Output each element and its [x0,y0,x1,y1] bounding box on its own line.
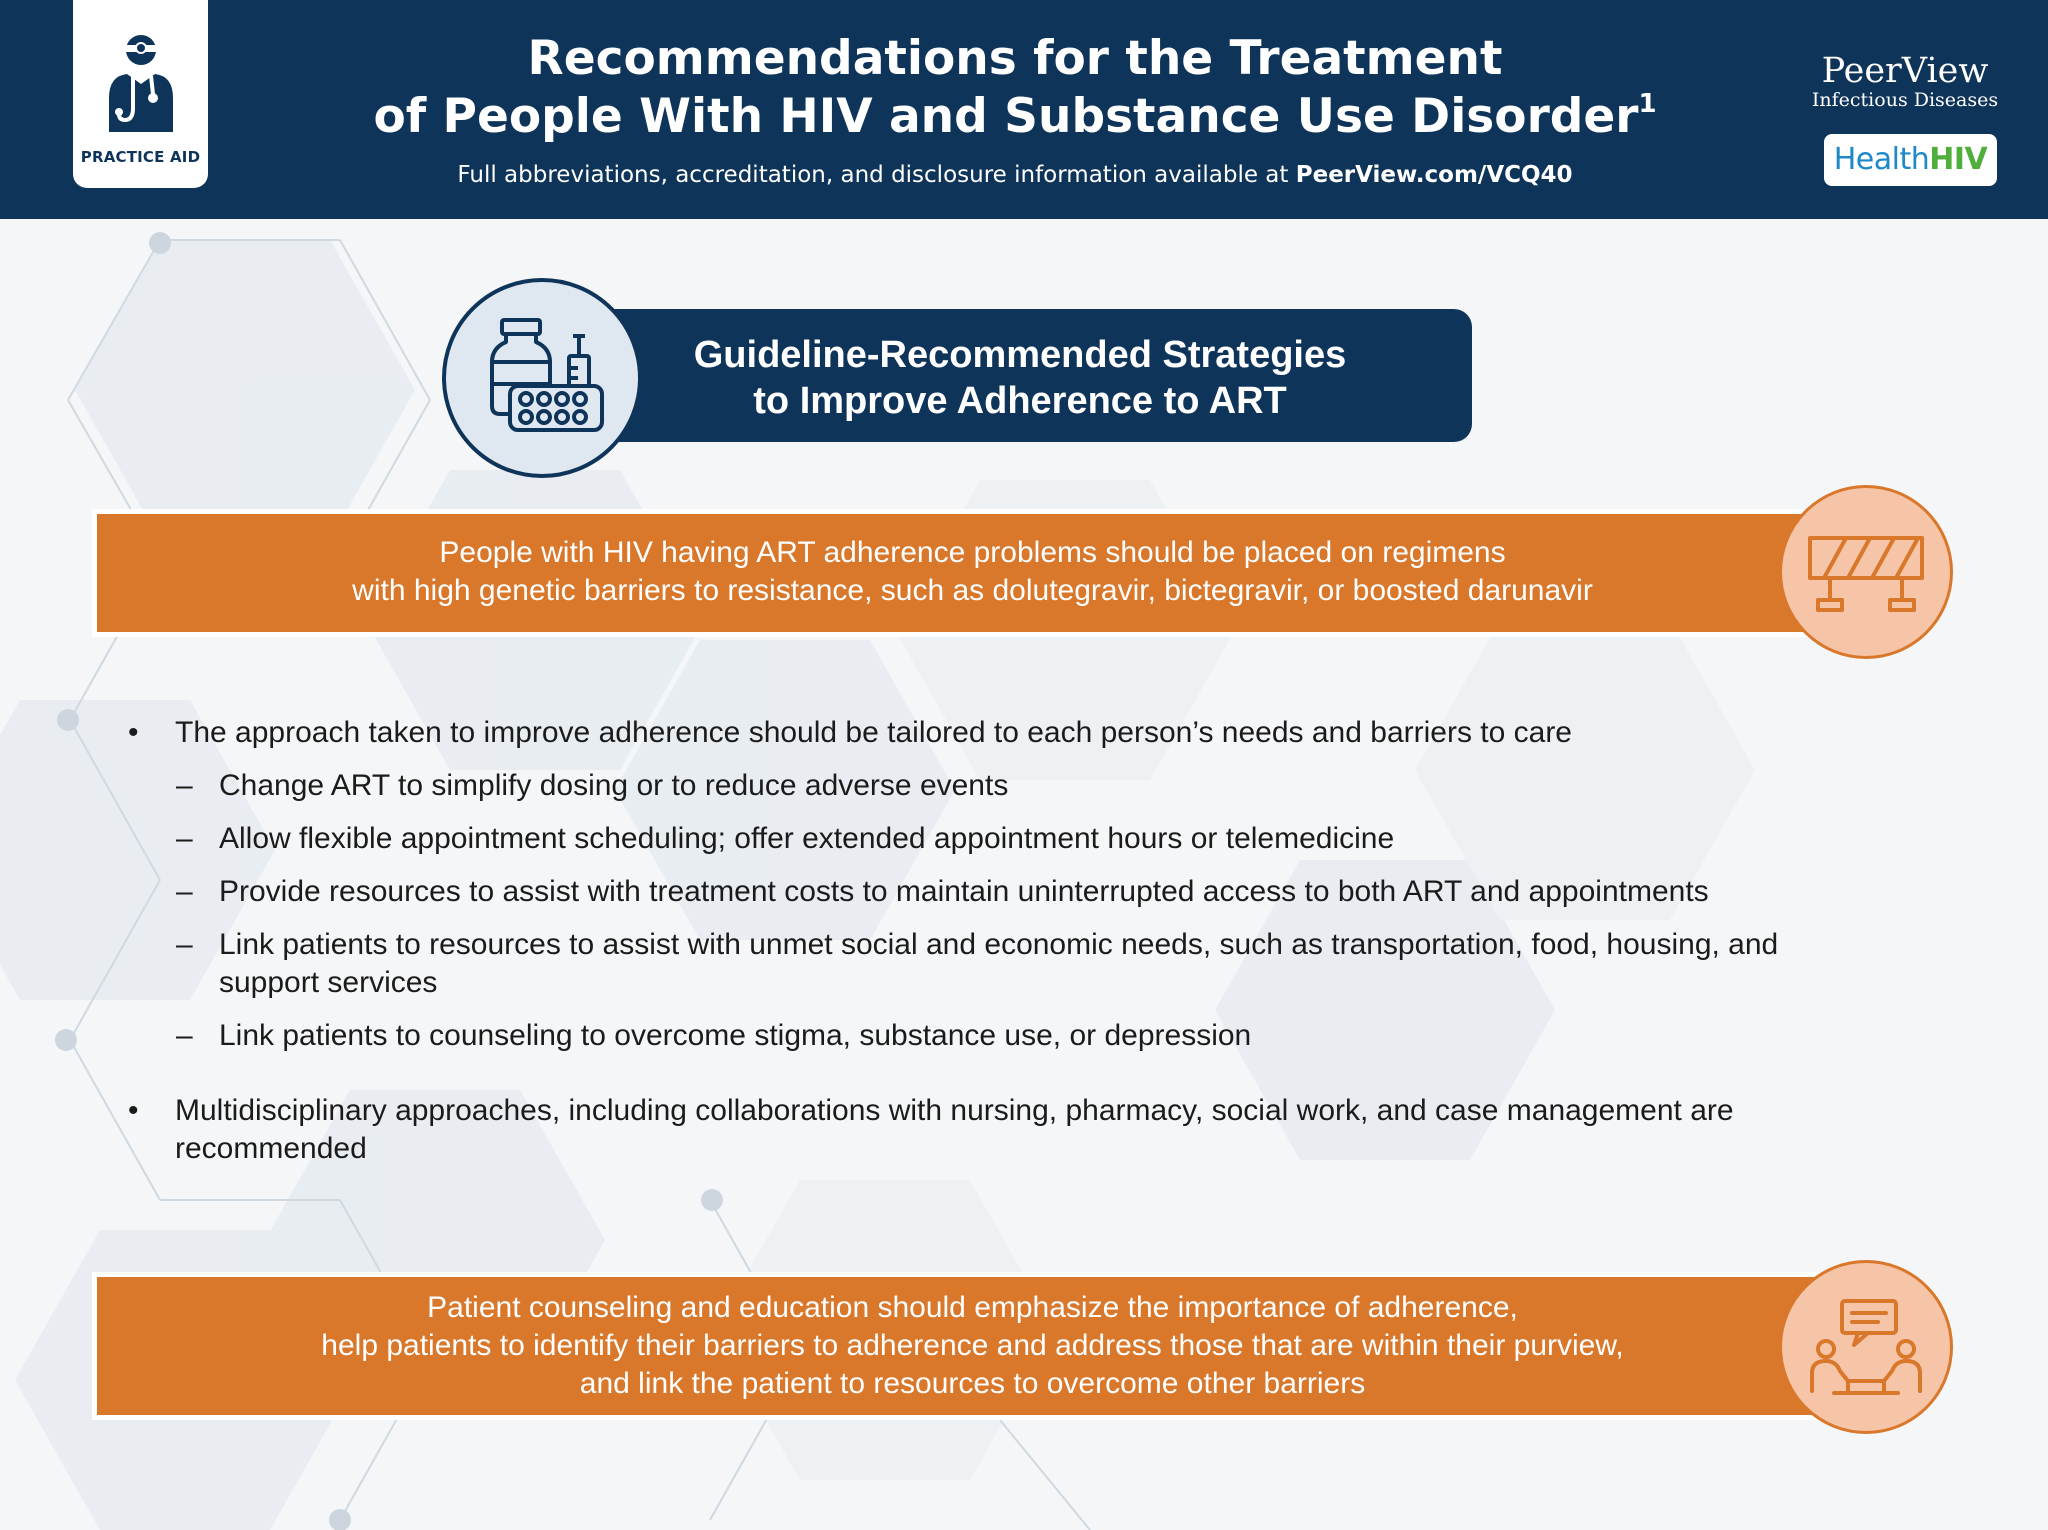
counseling-conversation-icon [1782,1263,1950,1431]
bullet-item: • Multidisciplinary approaches, including collaborations with nursing, pharmacy, social work, and case management are recommended [128,1092,1828,1168]
title-line-2 [300,88,1730,146]
barrier-icon [1782,488,1950,656]
callout-top-text [100,534,1845,610]
sub-bullet-item: – Allow flexible appointment scheduling; offer extended appointment hours or telemedicine [128,820,1828,858]
strategy-bullet-list [128,714,1828,1168]
title-line-1: Recommendations for the Treatment [527,31,1503,86]
callout-top-line-1: People with HIV having ART adherence problems should be placed on regimens [439,536,1506,569]
sub-bullet-item: – Link patients to counseling to overcome stigma, substance use, or depression [128,1017,1828,1055]
sub-bullet-item: – Provide resources to assist with treatment costs to maintain uninterrupted access to both ART and appointments [128,873,1828,911]
healthhiv-logo [1824,134,1997,186]
sub-bullet-item: – Link patients to resources to assist with unmet social and economic needs, such as transportation, food, housing, and support services [128,926,1828,1002]
doctor-stethoscope-icon [95,28,187,138]
badge-label: PRACTICE AID [80,148,201,166]
sub-bullet-item: – Change ART to simplify dosing or to reduce adverse events [128,767,1828,805]
callout-bottom-line-1: Patient counseling and education should emphasize the importance of adherence, [427,1291,1518,1324]
practice-aid-badge [73,0,208,188]
page-subtitle [300,162,1730,188]
healthhiv-logo-part1: Health [1833,142,1930,177]
callout-bottom-icon-circle [1779,1260,1953,1434]
healthhiv-logo-part2: HIV [1929,142,1988,177]
section-icon-circle [442,278,642,478]
section-title-line-1: Guideline-Recommended Strategies [693,334,1347,376]
peerview-name: PeerView [1821,51,1989,91]
section-title-line-2: to Improve Adherence to ART [753,380,1287,422]
callout-bottom-text [100,1289,1845,1403]
callout-bottom-line-2: help patients to identify their barriers to adherence and address those that are within their purview, [321,1329,1624,1362]
peerview-logo [1800,52,2010,110]
page-title [300,30,1730,146]
title-line-2-text: of People With HIV and Substance Use Disorder [373,89,1639,144]
section-title [640,332,1400,424]
peerview-subtitle: Infectious Diseases [1811,89,1999,111]
medication-bottle-pills-syringe-icon [474,310,610,446]
callout-top-line-2: with high genetic barriers to resistance, such as dolutegravir, bictegravir, or boosted darunavir [352,574,1593,607]
title-footnote-ref: 1 [1638,89,1657,119]
subtitle-text: Full abbreviations, accreditation, and disclosure information available at [457,162,1296,188]
callout-top-icon-circle [1779,485,1953,659]
subtitle-link[interactable]: PeerView.com/VCQ40 [1295,162,1573,188]
bullet-item: • The approach taken to improve adherence should be tailored to each person’s needs and barriers to care [128,714,1828,752]
callout-bottom-line-3: and link the patient to resources to overcome other barriers [579,1367,1366,1400]
